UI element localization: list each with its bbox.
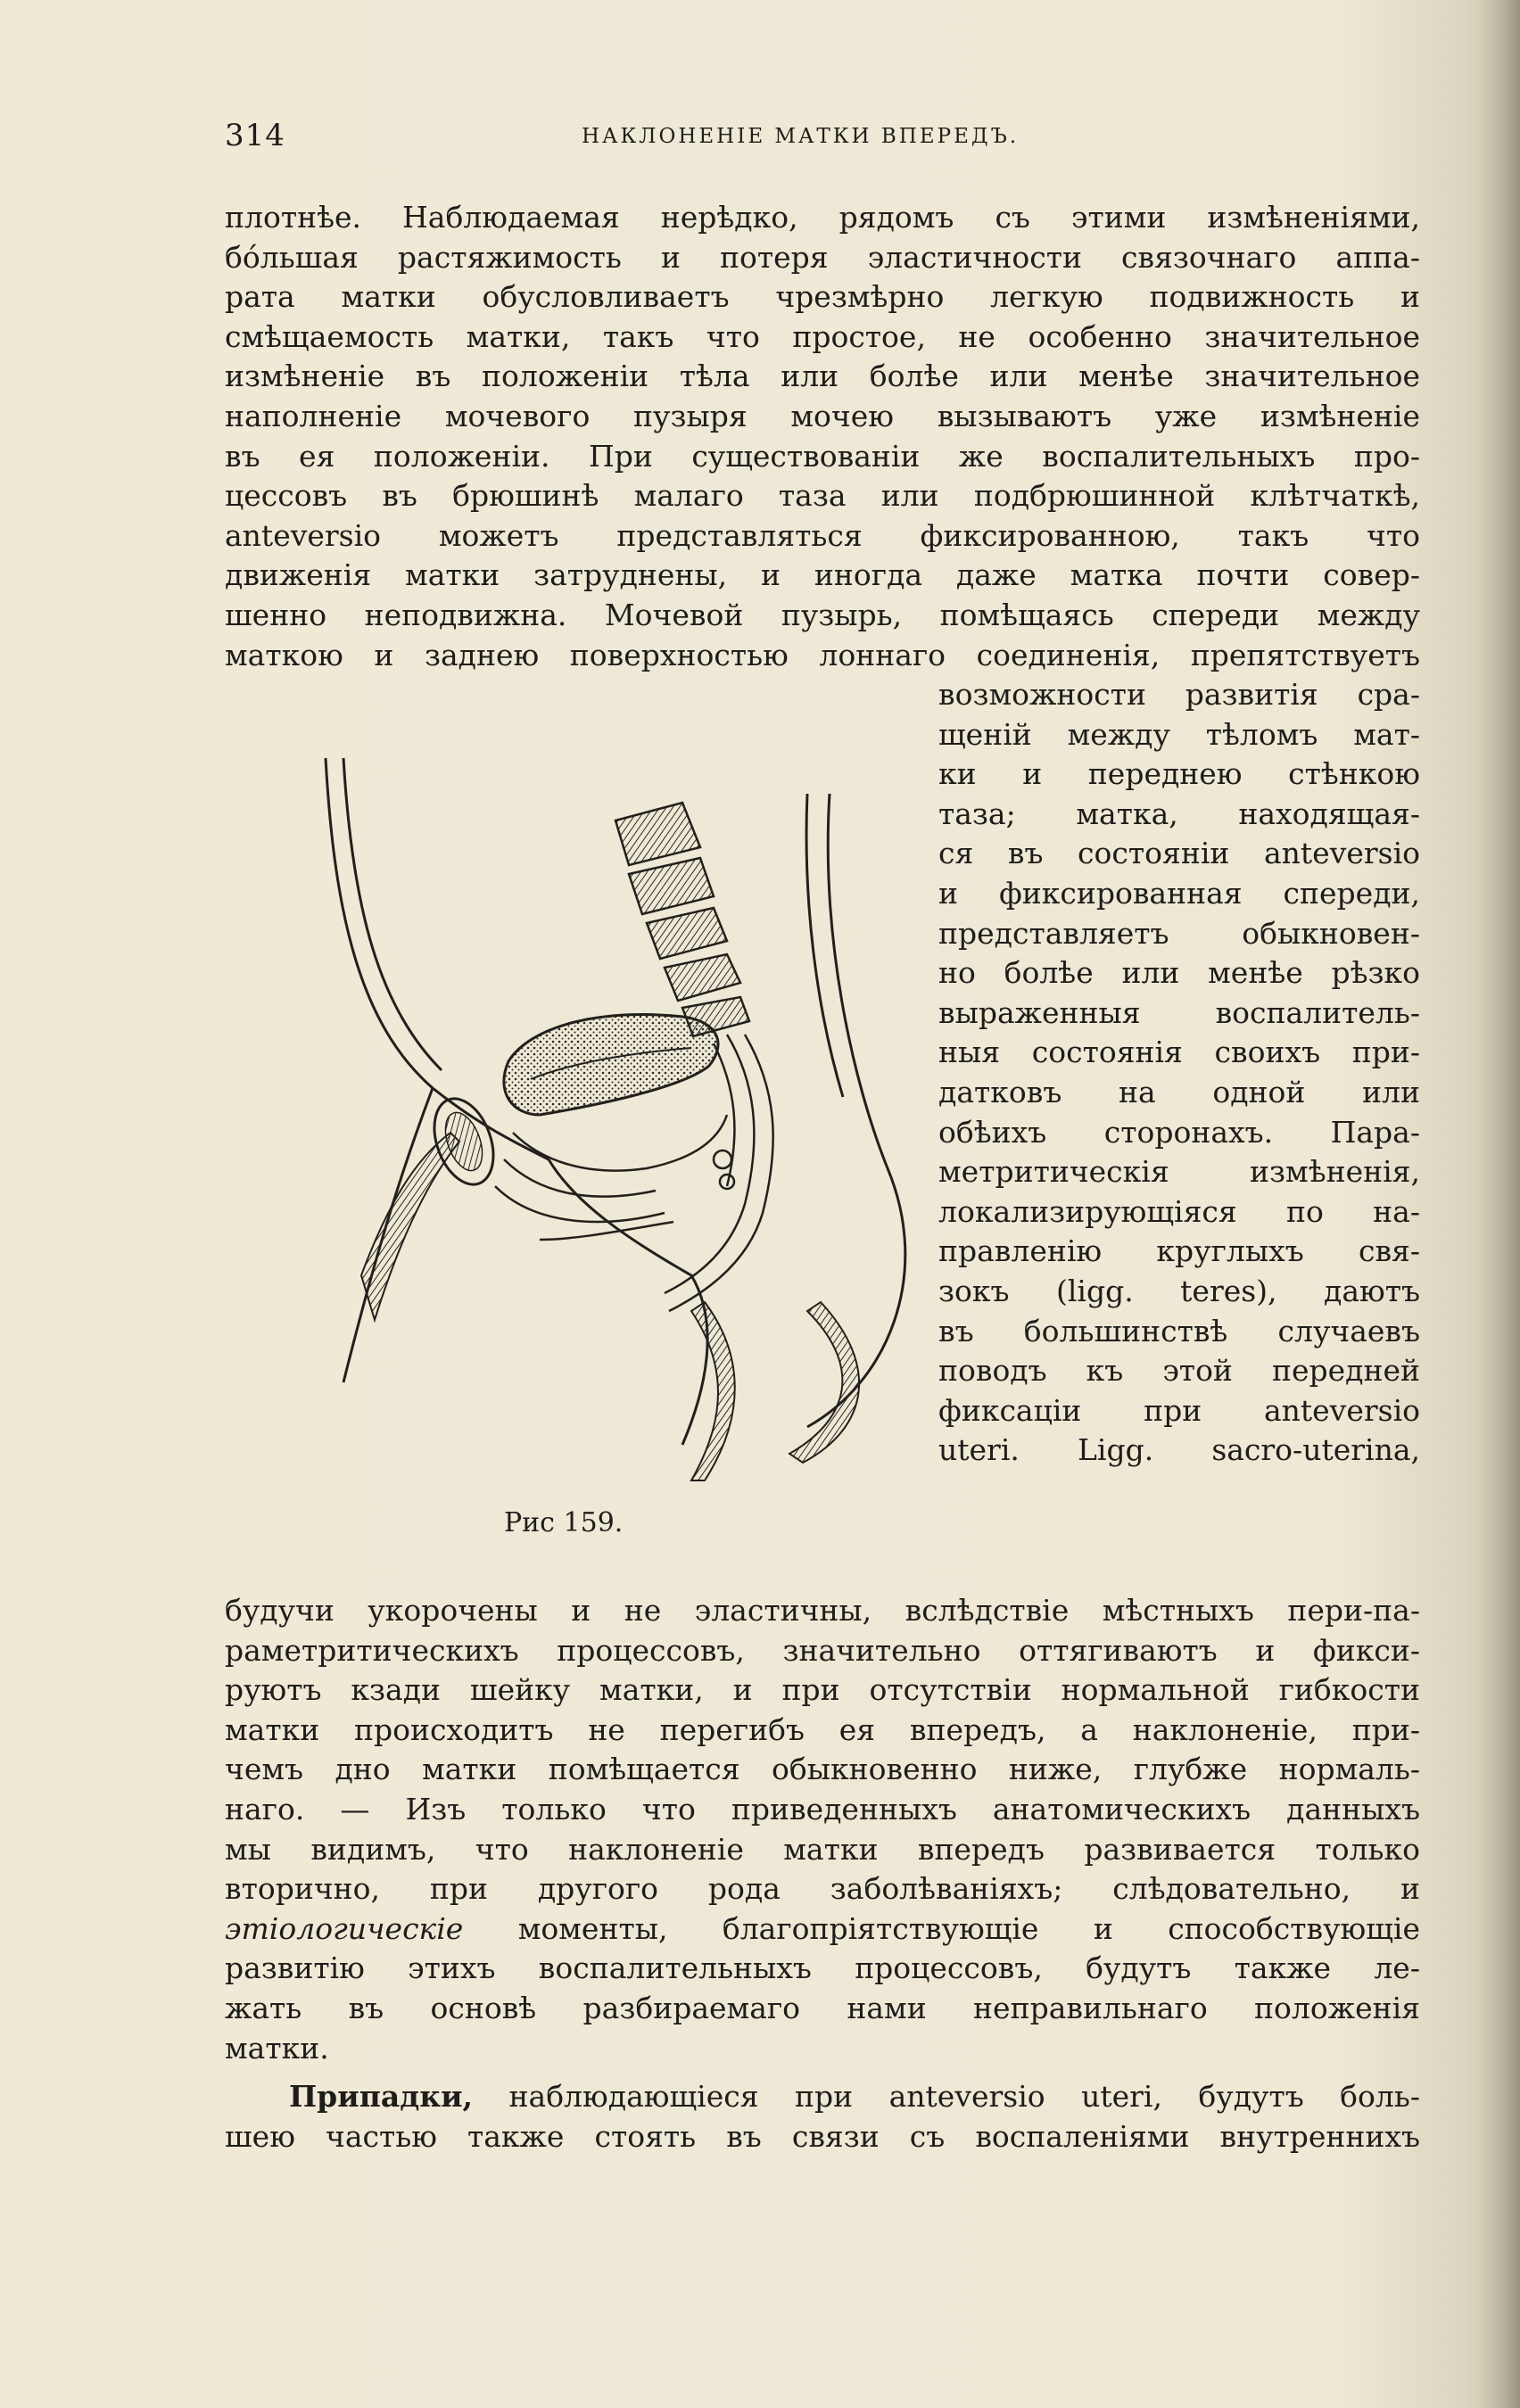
italic-term: этіологическіе: [225, 1910, 464, 1946]
text-line: цессовъ въ брюшинѣ малаго таза или подбрюшинной клѣтчаткѣ,: [225, 478, 1420, 514]
text-line: измѣненіе въ положеніи тѣла или болѣе или менѣе значительное: [225, 359, 1420, 394]
text-line: смѣщаемость матки, такъ что простое, не особенно значительное: [225, 318, 1420, 354]
figure-caption: Рис 159.: [504, 1507, 624, 1538]
text-line: локализирующіяся по на-: [938, 1193, 1420, 1229]
anatomical-figure: [308, 740, 932, 1525]
text-line: чемъ дно матки помѣщается обыкновенно ниже, глубже нормаль-: [225, 1752, 1420, 1787]
text-line: матки.: [225, 2030, 329, 2066]
page-number: 314: [225, 118, 285, 153]
text-line: бóльшая растяжимость и потеря эластичности связочнаго аппа-: [225, 239, 1420, 275]
text-line: обѣихъ сторонахъ. Пара-: [938, 1114, 1420, 1150]
page-header: [225, 118, 1420, 162]
text-line: рата матки обусловливаетъ чрезмѣрно легкую подвижность и: [225, 279, 1420, 315]
text-line: наполненіе мочевого пузыря мочею вызываютъ уже измѣненіе: [225, 398, 1420, 433]
paragraph-top: [225, 198, 1420, 675]
text-line: ныя состоянія своихъ при-: [938, 1035, 1420, 1070]
text-line: зокъ (ligg. teres), даютъ: [938, 1273, 1420, 1308]
text-line: въ ея положеніи. При существованіи же воспалительныхъ про-: [225, 438, 1420, 474]
text-line: будучи укорочены и не эластичны, вслѣдствіе мѣстныхъ пери-па-: [225, 1593, 1420, 1628]
symptoms-line: [225, 2077, 1420, 2117]
text-fragment: моменты, благопріятствующіе и способствующіе: [463, 1910, 1420, 1946]
text-line: наго. — Изъ только что приведенныхъ анатомическихъ данныхъ: [225, 1791, 1420, 1827]
section-lead-word: Припадки,: [289, 2079, 474, 2115]
text-line: но болѣе или менѣе рѣзко: [938, 955, 1420, 991]
text-line: движенія матки затруднены, и иногда даже матка почти совер-: [225, 557, 1420, 593]
text-line: развитію этихъ воспалительныхъ процессовъ, будутъ также ле-: [225, 1950, 1420, 1986]
text-line: ки и переднею стѣнкою: [938, 756, 1420, 792]
text-line: таза; матка, находящая-: [938, 796, 1420, 831]
text-line: мы видимъ, что наклоненіе матки впередъ развивается только: [225, 1831, 1420, 1867]
text-fragment: наблюдающіеся при anteversio uteri, будутъ боль-: [473, 2079, 1420, 2115]
text-line: метритическія измѣненія,: [938, 1154, 1420, 1190]
text-line: плотнѣе. Наблюдаемая нерѣдко, рядомъ съ этими измѣненіями,: [225, 200, 1420, 235]
text-line: поводъ къ этой передней: [938, 1353, 1420, 1389]
text-line: правленію круглыхъ свя-: [938, 1233, 1420, 1269]
text-line: жать въ основѣ разбираемаго нами неправильнаго положенія: [225, 1990, 1420, 2025]
text-line: датковъ на одной или: [938, 1074, 1420, 1109]
text-line: выраженныя воспалитель-: [938, 994, 1420, 1030]
text-line: ся въ состояніи anteversio: [938, 836, 1420, 871]
text-line: шенно неподвижна. Мочевой пузырь, помѣщаясь спереди между: [225, 597, 1420, 632]
text-line: маткою и заднею поверхностью лоннаго соединенія, препятствуетъ: [225, 637, 1420, 672]
text-line: uteri. Ligg. sacro-uterina,: [938, 1432, 1420, 1468]
paragraph-bottom: [225, 1591, 1420, 2156]
text-line: раметритическихъ процессовъ, значительно оттягиваютъ и фикси-: [225, 1632, 1420, 1668]
text-line: и фиксированная спереди,: [938, 875, 1420, 911]
text-line: шею частью также стоять въ связи съ воспаленіями внутреннихъ: [225, 2118, 1420, 2154]
text-line-etiology: [225, 1909, 1420, 1950]
pelvis-section-illustration: [308, 740, 932, 1525]
text-line: anteversio можетъ представляться фиксированною, такъ что: [225, 517, 1420, 553]
paragraph-side-column: [938, 675, 1420, 1471]
running-title: НАКЛОНЕНІЕ МАТКИ ВПЕРЕДЪ.: [582, 125, 1020, 148]
text-line: въ большинствѣ случаевъ: [938, 1313, 1420, 1348]
text-line: руютъ кзади шейку матки, и при отсутствіи нормальной гибкости: [225, 1672, 1420, 1708]
text-line: щеній между тѣломъ мат-: [938, 716, 1420, 752]
text-line: представляетъ обыкновен-: [938, 915, 1420, 951]
text-line: матки происходитъ не перегибъ ея впередъ, а наклоненіе, при-: [225, 1711, 1420, 1747]
text-line: вторично, при другого рода заболѣваніяхъ; слѣдовательно, и: [225, 1871, 1420, 1907]
text-line: возможности развитія сра-: [938, 677, 1420, 712]
text-line: фиксаціи при anteversio: [938, 1392, 1420, 1428]
page-edge-shadow: [1479, 0, 1520, 2408]
